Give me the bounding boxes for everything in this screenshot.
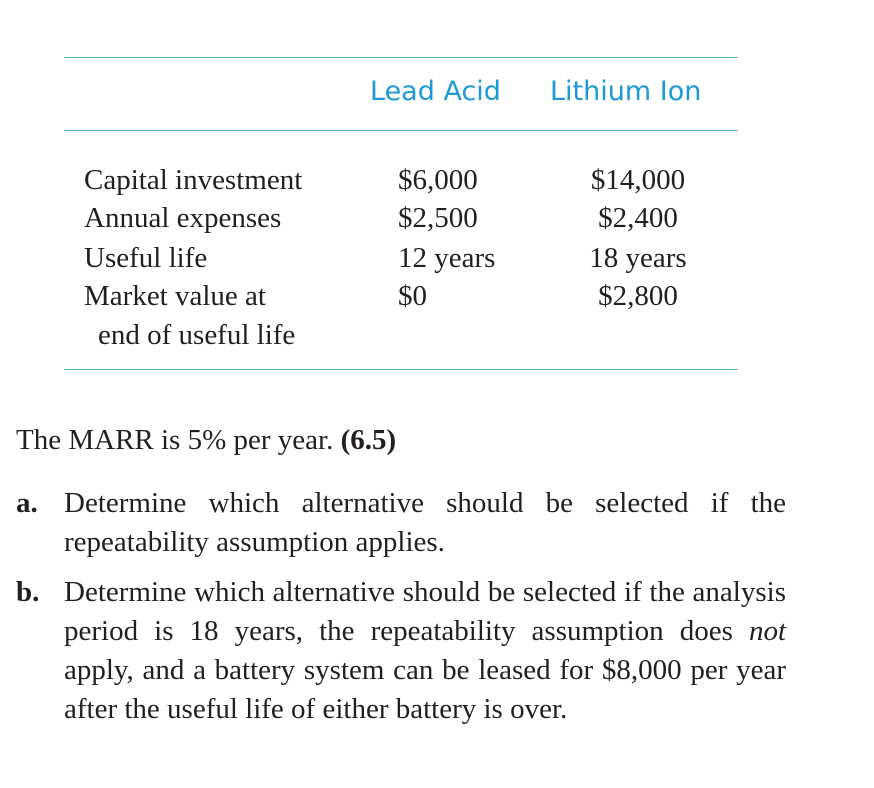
table-header-rule <box>64 130 738 131</box>
question-text-emphasis: not <box>748 615 786 647</box>
marr-text: The MARR is 5% per year. <box>16 424 334 456</box>
lead-acid-value: $2,500 <box>398 202 478 234</box>
table-row-annual-expenses <box>0 200 874 240</box>
marr-statement <box>16 421 396 460</box>
lead-acid-value: $6,000 <box>398 164 478 196</box>
table-row-capital-investment <box>0 162 874 202</box>
question-text: Determine which alternative should be selected if the repeatability assumption applies. <box>64 487 786 558</box>
section-reference: (6.5) <box>340 424 397 456</box>
question-letter: a. <box>16 487 38 519</box>
question-text-after: apply, and a battery system can be leased for $8,000 per year after the useful life of either battery is over. <box>64 654 786 725</box>
lead-acid-value: $0 <box>398 280 427 312</box>
lithium-ion-value: $2,800 <box>598 280 678 312</box>
table-top-rule <box>64 57 738 58</box>
column-header-lead-acid: Lead Acid <box>370 76 501 107</box>
column-header-lithium-ion: Lithium Ion <box>550 76 702 107</box>
lithium-ion-value: $2,400 <box>598 202 678 234</box>
question-letter: b. <box>16 576 40 608</box>
question-b <box>16 573 786 729</box>
question-a <box>16 484 786 562</box>
row-label-continuation: end of useful life <box>98 319 296 351</box>
row-label: Useful life <box>84 242 208 274</box>
table-row-market-value-cont <box>0 317 874 357</box>
question-text-before: Determine which alternative should be selected if the analysis period is 18 years, the repeatability assumption does <box>64 576 786 647</box>
lithium-ion-value: $14,000 <box>590 164 686 196</box>
lithium-ion-value: 18 years <box>589 242 687 274</box>
row-label: Capital investment <box>84 164 303 196</box>
table-bottom-rule <box>64 369 738 370</box>
table-row-market-value <box>0 278 874 318</box>
question-text <box>64 573 786 729</box>
lead-acid-value: 12 years <box>398 242 496 274</box>
row-label: Annual expenses <box>84 202 282 234</box>
row-label: Market value at <box>84 280 266 312</box>
table-row-useful-life <box>0 240 874 280</box>
